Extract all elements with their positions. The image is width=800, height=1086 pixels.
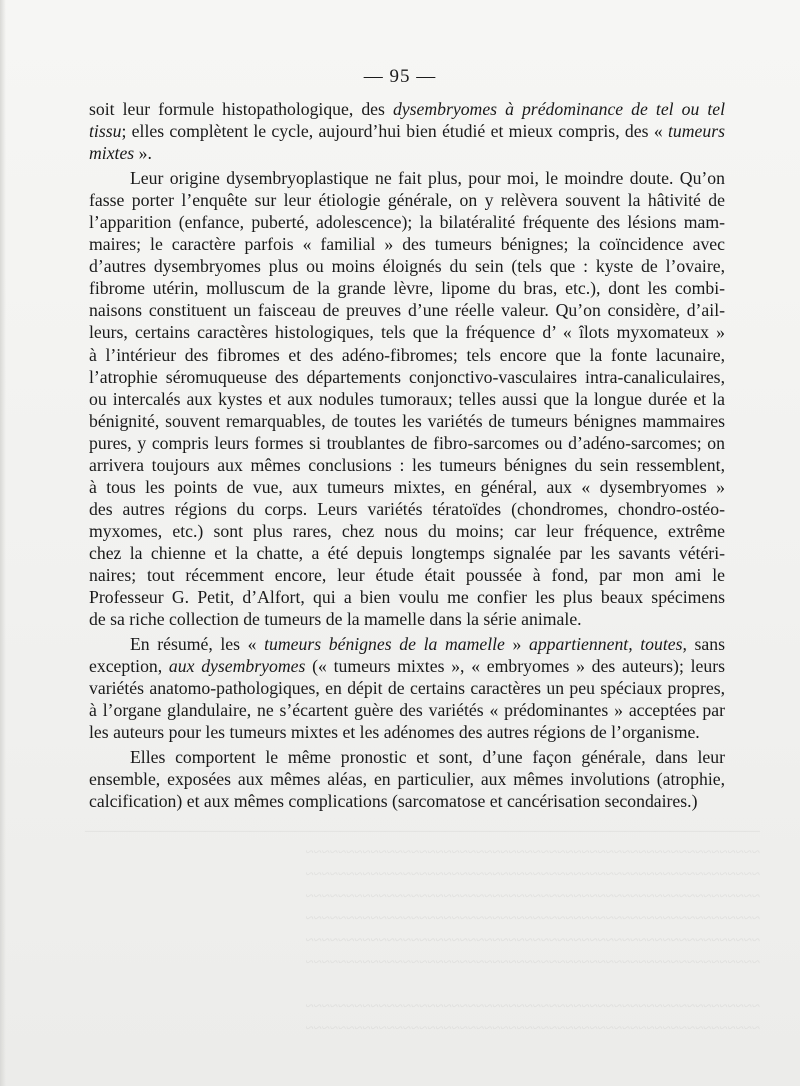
italic-text: tumeurs bénignes de la mamelle xyxy=(264,634,505,655)
italic-text: aux dysembryomes xyxy=(168,656,306,677)
text-line xyxy=(89,344,725,366)
text-line xyxy=(89,520,725,542)
text-line xyxy=(89,608,725,630)
text-run: soit leur formule histopathologique, des xyxy=(89,99,393,119)
text-run: leurs, certains caractères histologiques, tels que la fréquence d’ « îlots myxomateux » xyxy=(89,322,725,343)
text-line xyxy=(89,476,725,498)
italic-text: appartiennent, toutes, xyxy=(528,634,687,655)
text-line xyxy=(89,699,725,721)
text-run: à l’intérieur des fibromes et des adéno-fibromes; tels encore que la fonte lacunaire, xyxy=(89,344,725,365)
text-run: En résumé, les « xyxy=(130,634,265,655)
text-run: sans xyxy=(686,634,726,655)
text-run: l’apparition (enfance, puberté, adolescence); la bilatéralité fréquente des lésions mam- xyxy=(89,212,725,233)
text-line xyxy=(89,388,725,410)
text-line xyxy=(89,454,725,476)
text-line xyxy=(89,255,725,277)
text-line xyxy=(89,498,725,520)
text-run: maires; le caractère parfois « familial » des tumeurs bénignes; la coïncidence avec xyxy=(89,234,725,255)
text-line xyxy=(89,211,725,233)
text-run: ; elles complètent le cycle, aujourd’hui bien étudié et mieux compris, des « xyxy=(121,121,668,142)
text-run: calcification) et aux mêmes complications (sarcomatose et cancérisation secondaires.) xyxy=(89,791,698,812)
text-run: Leur origine dysembryoplastique ne fait plus, pour moi, le moindre doute. Qu’on xyxy=(130,168,725,189)
italic-text: dysembryomes à prédominance de tel ou tel xyxy=(392,99,725,119)
text-line xyxy=(89,721,725,743)
body-text xyxy=(89,98,725,813)
text-run: les auteurs pour les tumeurs mixtes et les adénomes des autres régions de l’organisme. xyxy=(89,722,700,743)
text-run: naisons constituent un faisceau de preuves d’une réelle valeur. Qu’on considère, d’ail- xyxy=(89,300,725,321)
text-run: à tous les points de vue, aux tumeurs mixtes, en général, aux « dysembryomes » xyxy=(89,476,725,497)
italic-text: mixtes xyxy=(89,143,135,164)
text-run: myxomes, etc.) sont plus rares, chez nous du moins; car leur fréquence, extrême xyxy=(89,520,725,541)
text-line xyxy=(89,120,725,142)
text-run: pures, y compris leurs formes si troublantes de fibro-sarcomes ou d’adéno-sarcomes; on xyxy=(89,432,725,453)
text-run: exception, xyxy=(89,656,169,677)
italic-text: tumeurs xyxy=(668,121,725,142)
italic-text: tissu xyxy=(89,121,122,142)
text-run: des autres régions du corps. Leurs variétés tératoïdes (chondromes, chondro-ostéo- xyxy=(89,498,725,519)
text-run: d’autres dysembryomes plus ou moins éloignés du sein (tels que : kyste de l’ovaire, xyxy=(89,256,725,277)
text-run: fibrome utérin, molluscum de la grande lèvre, lipome du bras, etc.), dont les combi- xyxy=(89,278,725,299)
text-line xyxy=(89,299,725,321)
text-line xyxy=(89,655,725,677)
text-run: ». xyxy=(134,143,152,164)
page-number: — 95 — xyxy=(363,66,437,87)
text-run: l’atrophie séromuqueuse des départements conjonctivo-vasculaires intra-canaliculaires, xyxy=(89,366,725,387)
text-line xyxy=(89,277,725,299)
text-run: fasse porter l’enquête sur leur étiologie générale, on y relèvera souvent la hâtivité de xyxy=(89,190,725,211)
text-run: à l’organe glandulaire, ne s’écartent guère des variétés « prédominantes » acceptées par xyxy=(89,700,725,721)
text-run: ensemble, exposées aux mêmes aléas, en particulier, aux mêmes involutions (atrophie, xyxy=(89,769,725,790)
text-run: variétés anatomo-pathologiques, en dépit de certains caractères un peu spéciaux propres, xyxy=(89,678,725,699)
text-line xyxy=(89,746,725,768)
text-line xyxy=(89,564,725,586)
text-line xyxy=(89,366,725,388)
text-line xyxy=(89,586,725,608)
text-run: Elles comportent le même pronostic et sont, d’une façon générale, dans leur xyxy=(130,747,725,768)
text-run: (« tumeurs mixtes », « embryomes » des auteurs); leurs xyxy=(305,656,725,677)
text-run: ou intercalés aux kystes et aux nodules tumoraux; telles aussi que la longue durée et la xyxy=(89,388,725,409)
text-line xyxy=(89,542,725,564)
text-run: bénignité, souvent remarquables, de toutes les variétés de tumeurs bénignes mammaires xyxy=(89,410,725,431)
text-line xyxy=(89,167,725,189)
text-line xyxy=(89,677,725,699)
text-line xyxy=(89,189,725,211)
text-line xyxy=(89,321,725,343)
verso-show-through: ————————————————————————————————————————————— ~~~~~~~~~~~~~~~~~~~~~~~~~~~~~~~~~~~~~~~~~~~~~~~~~~~~~~~~ ~~~~~~~~~~~~~~~~~~~~~~~~~~~~~~~~~~~~~~~~~~~~~~~~~~~~~~~~ ~~~~~~~~~~~~~~~~~~~~~~~~~~~~~~~~~~~~~~~~~~~~~~~~~~~~~~~~ ~~~~~~~~~~~~~~~~~~~~~~~~~~~~~~~~~~~~~~~~~~~~~~~~~~~~~~~~ ~~~~~~~~~~~~~~~~~~~~~~~~~~~~~~~~~~~~~~~~~~~~~~~~~~~~~~~~ ~~~~~~~~~~~~~~~~~~~~~~~~~~~~~~~~~~~~~~~~~~~~~~~~~~~~~~~~ ~~~~~~~~~~~~~~~~~~~~~~~~~~~~~~~~~~~~~~~~~~~~~~~~~~~~~~~~ ~~~~~~~~~~~~~~~~~~~~~~~~~~~~~~~~~~~~~~~~~~~~~~~~~~~~~~~~ xyxy=(85,823,760,1037)
text-line xyxy=(89,768,725,790)
text-run: Professeur G. Petit, d’Alfort, qui a bien voulu me confier les plus beaux spécimens xyxy=(89,587,725,608)
text-line xyxy=(89,633,725,655)
text-line xyxy=(89,432,725,454)
text-line xyxy=(89,142,725,164)
text-line xyxy=(89,790,725,812)
text-line xyxy=(89,410,725,432)
text-line xyxy=(89,233,725,255)
text-run: de sa riche collection de tumeurs de la mamelle dans la série animale. xyxy=(89,609,582,630)
text-run: arrivera toujours aux mêmes conclusions : les tumeurs bénignes du sein ressemblent, xyxy=(89,454,725,475)
text-line xyxy=(89,98,725,120)
text-run: chez la chienne et la chatte, a été depuis longtemps signalée par les savants vétéri- xyxy=(89,542,725,563)
page-gutter-shadow xyxy=(0,0,6,1086)
text-run: » xyxy=(504,634,529,655)
text-run: naires; tout récemment encore, leur étude était poussée à fond, par mon ami le xyxy=(89,564,725,585)
